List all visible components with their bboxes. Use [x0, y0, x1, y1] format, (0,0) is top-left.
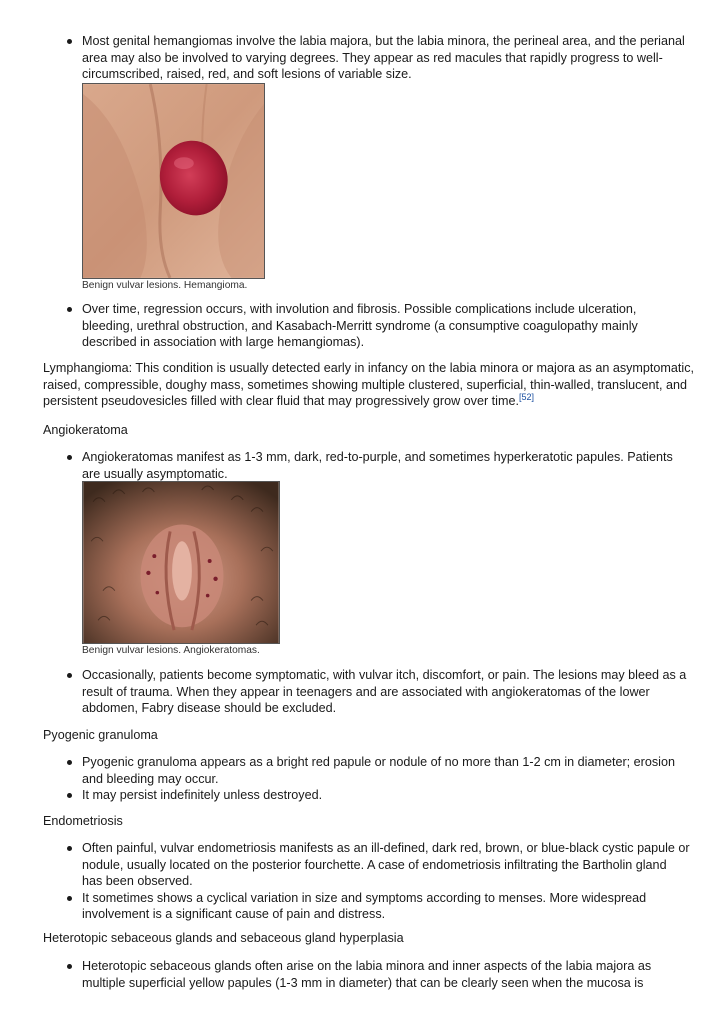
hemangioma-photo [82, 83, 265, 279]
figure-caption: Benign vulvar lesions. Hemangioma. [82, 280, 248, 291]
sebaceous-list [0, 958, 728, 991]
angiokeratoma-photo [82, 481, 280, 644]
lymphangioma-text: Lymphangioma: This condition is usually detected early in infancy on the labia minora or majora as an asymptomatic, raised, compressible, doughy mass, sometimes showing multiple clustered, superficial, thin-walled, translucent, and persistent pseudovesicles filled with clear fluid that may progressively grow over time. [43, 361, 695, 408]
pyogenic-list [0, 754, 728, 804]
list-item: Over time, regression occurs, with involution and fibrosis. Possible complications include ulceration, bleeding, urethral obstruction, and Kasabach-Merritt syndrome (a consumptive coagulopathy mainly described in association with large hemangiomas). [0, 301, 728, 351]
reference-link[interactable]: [52] [518, 391, 534, 402]
lymphangioma-paragraph [43, 360, 698, 410]
list-item: It may persist indefinitely unless destroyed. [0, 787, 728, 804]
list-item: Occasionally, patients become symptomatic, with vulvar itch, discomfort, or pain. The lesions may bleed as a result of trauma. When they appear in teenagers and are associated with angiokeratomas of the lower abdomen, Fabry disease should be excluded. [0, 667, 728, 717]
list-item: Heterotopic sebaceous glands often arise on the labia minora and inner aspects of the labia majora as multiple superficial yellow papules (1-3 mm in diameter) that can be clearly seen when the mucosa is [0, 958, 728, 991]
angiokeratoma-heading: Angiokeratoma [43, 423, 128, 437]
hemangioma-list-2 [0, 301, 728, 351]
endometriosis-heading: Endometriosis [43, 814, 123, 828]
angiokeratoma-list-2 [0, 667, 728, 717]
angiokeratoma-list [0, 449, 728, 482]
list-item: Pyogenic granuloma appears as a bright red papule or nodule of no more than 1-2 cm in diameter; erosion and bleeding may occur. [0, 754, 728, 787]
sebaceous-heading: Heterotopic sebaceous glands and sebaceous gland hyperplasia [43, 931, 404, 945]
pyogenic-heading: Pyogenic granuloma [43, 728, 158, 742]
hemangioma-figure [82, 83, 265, 292]
list-item: Often painful, vulvar endometriosis manifests as an ill-defined, dark red, brown, or blue-black cystic papule or nodule, usually located on the posterior fourchette. A case of endometriosis infiltrating the Bartholin gland has been observed. [0, 840, 728, 890]
figure-caption: Benign vulvar lesions. Angiokeratomas. [82, 645, 260, 656]
list-item: It sometimes shows a cyclical variation in size and symptoms according to menses. More widespread involvement is a significant cause of pain and distress. [0, 890, 728, 923]
list-item: Angiokeratomas manifest as 1-3 mm, dark, red-to-purple, and sometimes hyperkeratotic papules. Patients are usually asymptomatic. [0, 449, 728, 482]
list-item: Most genital hemangiomas involve the labia majora, but the labia minora, the perineal area, and the perianal area may also be involved to varying degrees. They appear as red macules that rapidly progress to well-circumscribed, raised, red, and soft lesions of variable size. [0, 33, 728, 83]
hemangioma-list [0, 33, 728, 83]
angiokeratoma-figure [82, 481, 280, 657]
endometriosis-list [0, 840, 728, 923]
